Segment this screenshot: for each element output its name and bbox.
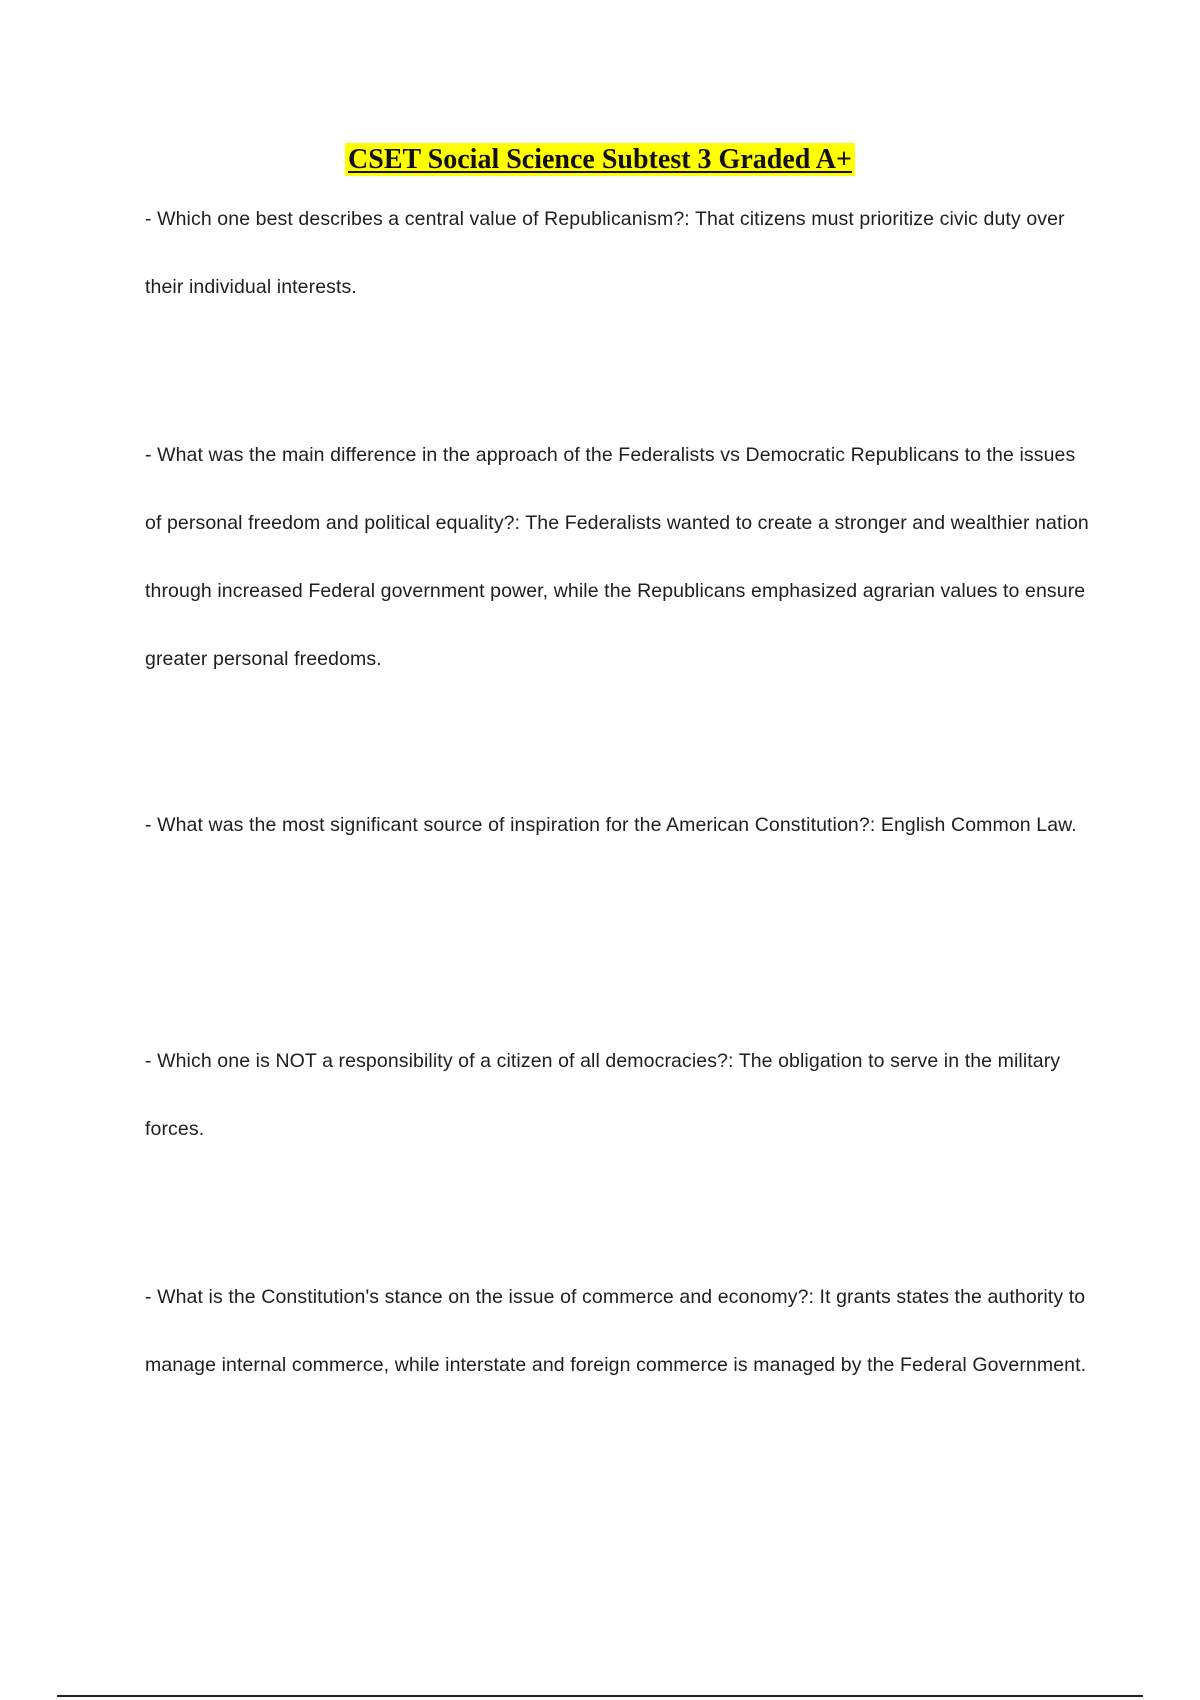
qa-entry-5: - What is the Constitution's stance on the issue of commerce and economy?: It grants states the authority to manage internal commerce, while interstate and foreign commerce is managed by the Federal Government. [145, 1286, 1087, 1376]
qa-entry-2: - What was the main difference in the approach of the Federalists vs Democratic Republicans to the issues of personal freedom and political equality?: The Federalists wanted to create a stronger and wealthier nation through increased Federal government power, while the Republicans emphasized agrarian values to ensure greater personal freedoms. [145, 444, 1089, 670]
document-title: CSET Social Science Subtest 3 Graded A+ [345, 143, 855, 176]
qa-entry-4: - Which one is NOT a responsibility of a citizen of all democracies?: The obligation to serve in the military forces. [145, 1050, 1061, 1140]
title-wrapper [0, 143, 1200, 176]
footer-divider [57, 1695, 1143, 1697]
qa-entry-3: - What was the most significant source of inspiration for the American Constitution?: English Common Law. [145, 814, 1077, 836]
qa-entry-1: - Which one best describes a central value of Republicanism?: That citizens must prioritize civic duty over their individual interests. [145, 208, 1065, 298]
